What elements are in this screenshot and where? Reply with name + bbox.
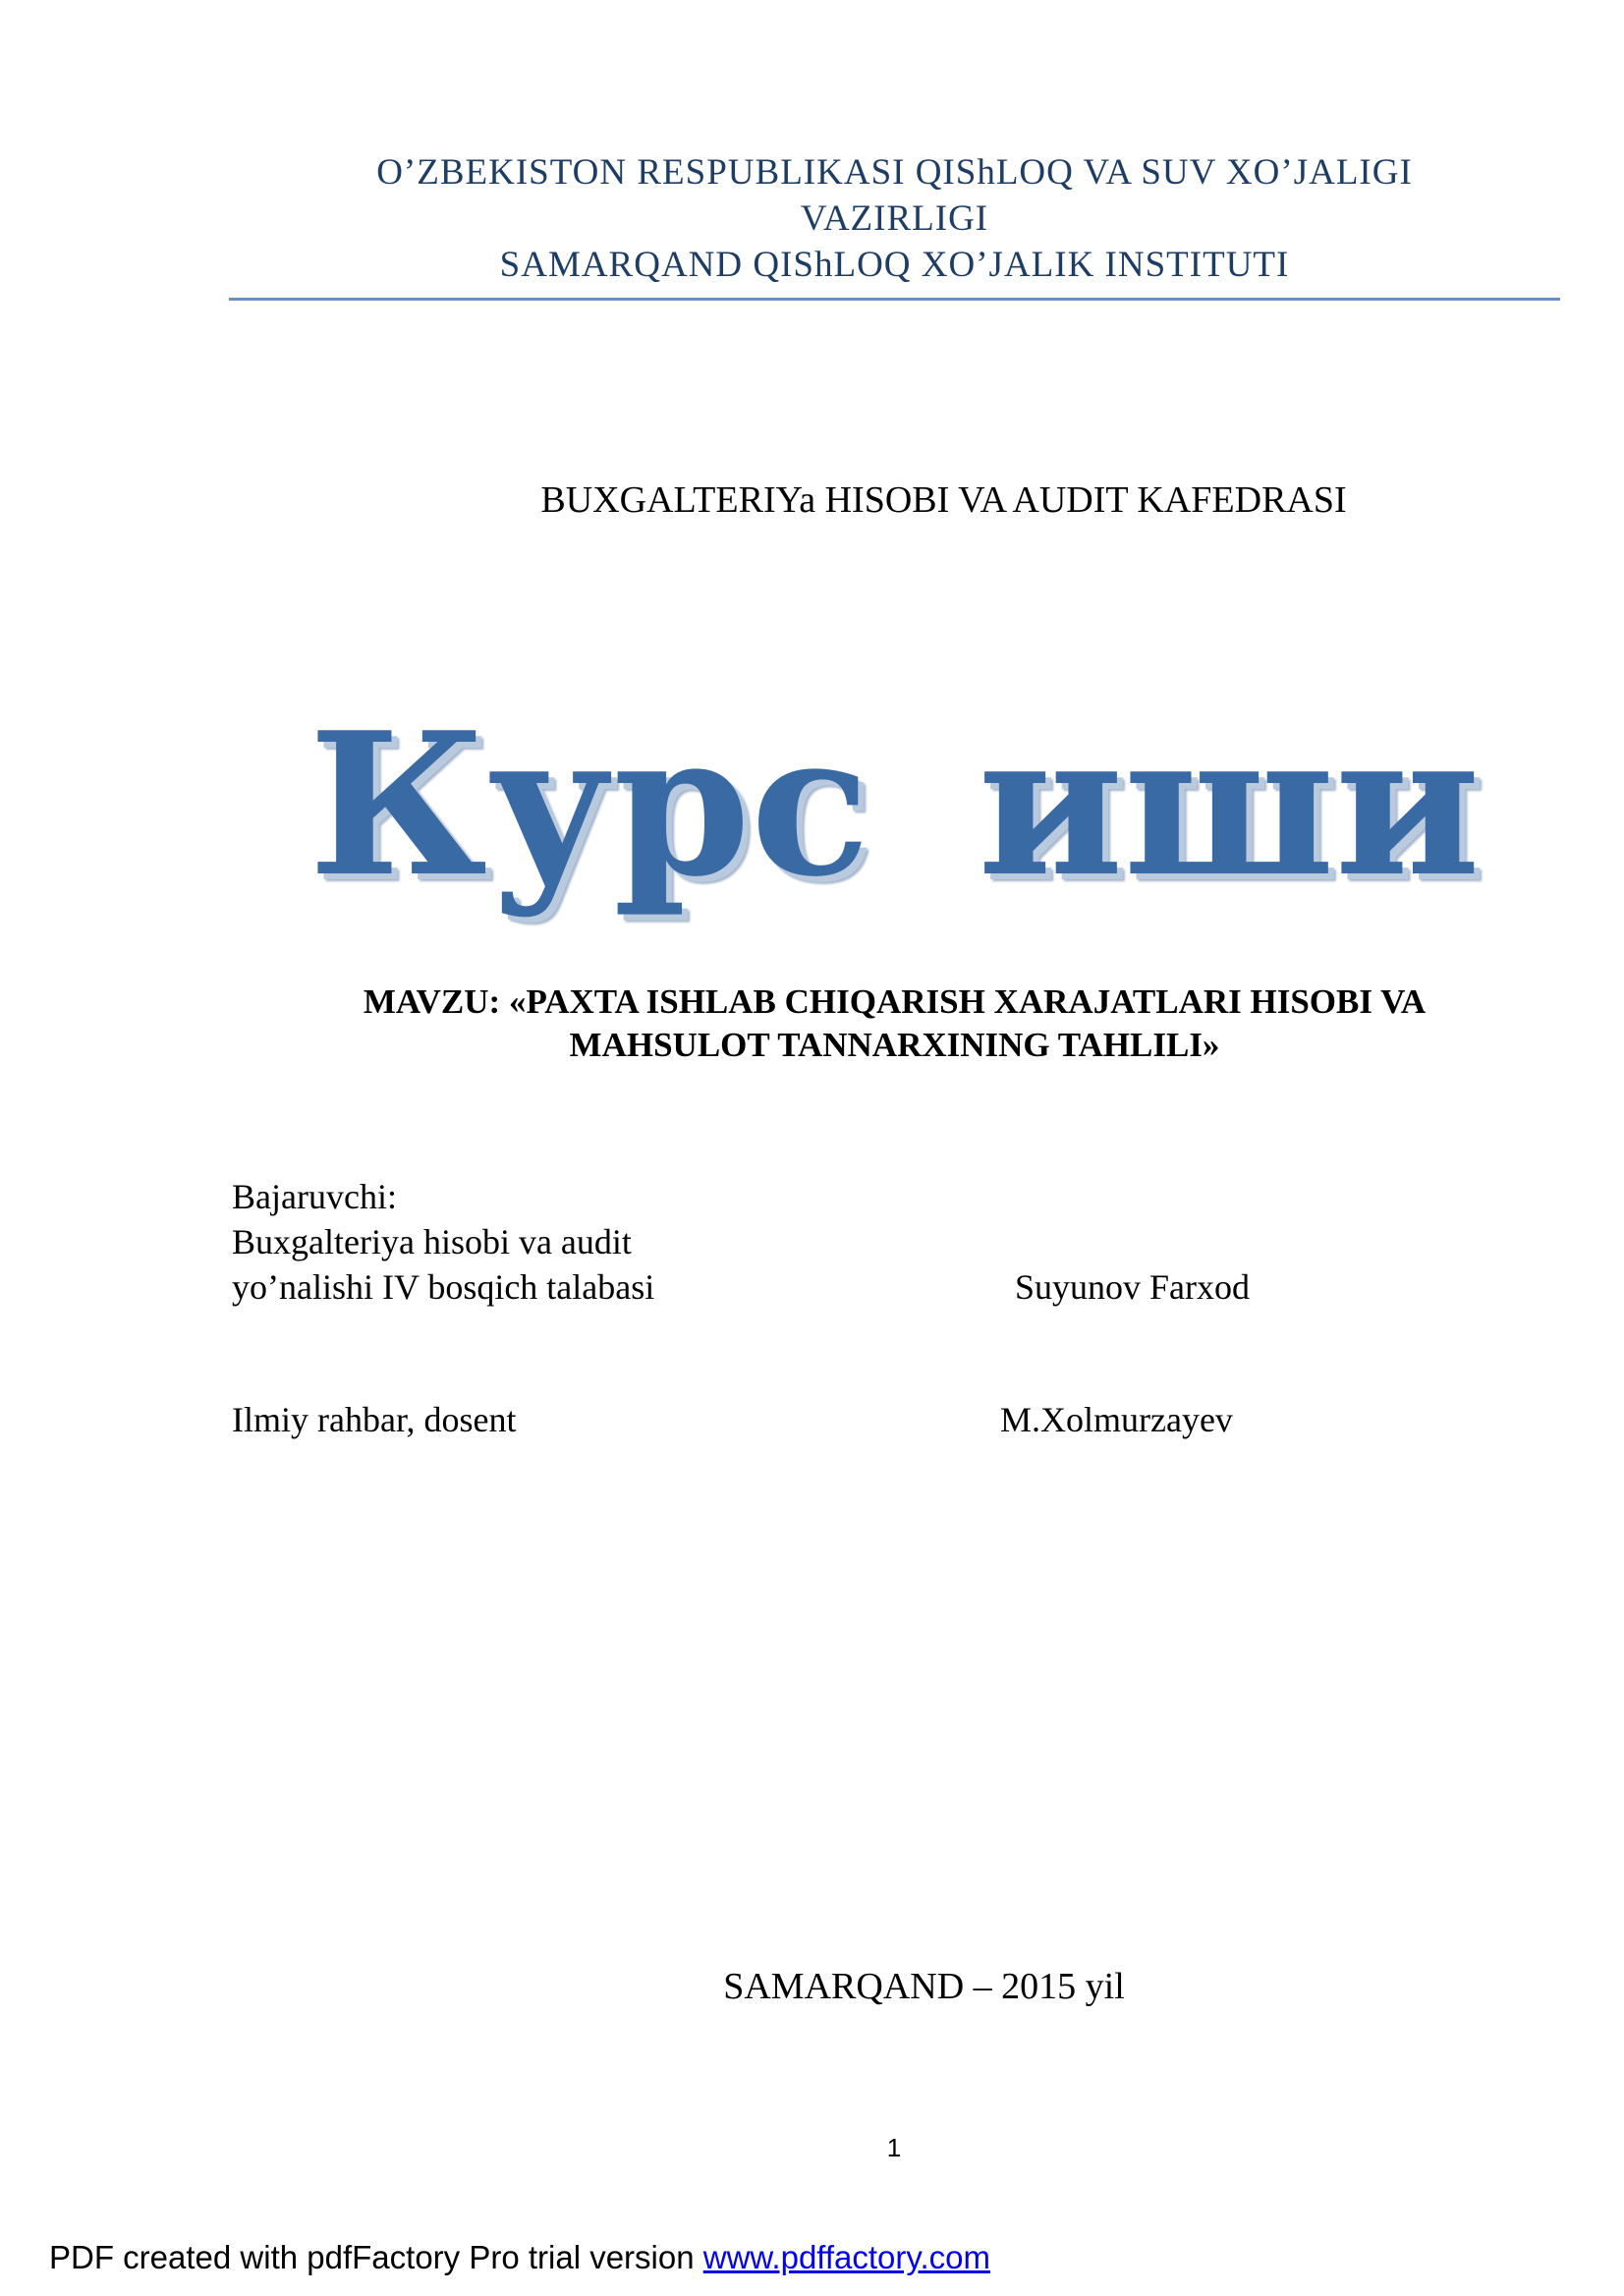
institute-name: SAMARQAND QIShLOQ XO’JALIK INSTITUTI: [499, 245, 1290, 285]
performer-name: Suyunov Farxod: [1015, 1267, 1251, 1307]
department-name: BUXGALTERIYa HISOBI VA AUDIT KAFEDRASI: [540, 479, 1347, 521]
footer-link[interactable]: www.pdffactory.com: [702, 2239, 990, 2275]
pdf-footer: [49, 2238, 990, 2277]
topic-heading: [229, 980, 1560, 1067]
place-and-year: SAMARQAND – 2015 yil: [723, 1966, 1125, 2007]
ministry-name-line1: O’ZBEKISTON RESPUBLIKASI QIShLOQ VA SUV XO’JALIGI: [376, 152, 1413, 193]
performer-course: yo’nalishi IV bosqich talabasi: [232, 1267, 655, 1307]
supervisor-label: Ilmiy rahbar, dosent: [232, 1400, 517, 1439]
footer-text: PDF created with pdfFactory Pro trial version: [49, 2239, 703, 2275]
supervisor-name: M.Xolmurzayev: [1000, 1400, 1233, 1439]
document-title: Курс иши: [308, 690, 1481, 921]
ministry-header: [229, 149, 1560, 288]
header-divider: [229, 298, 1560, 301]
topic-line2: MAHSULOT TANNARXINING TAHLILI»: [569, 1026, 1220, 1064]
ministry-name-line2: VAZIRLIGI: [800, 198, 989, 239]
topic-line1: MAVZU: «PAXTA ISHLAB CHIQARISH XARAJATLARI HISOBI VA: [363, 982, 1427, 1021]
performer-label: Bajaruvchi:: [232, 1177, 397, 1216]
page-number: 1: [886, 2133, 902, 2162]
performer-specialty: Buxgalteriya hisobi va audit: [232, 1222, 632, 1261]
